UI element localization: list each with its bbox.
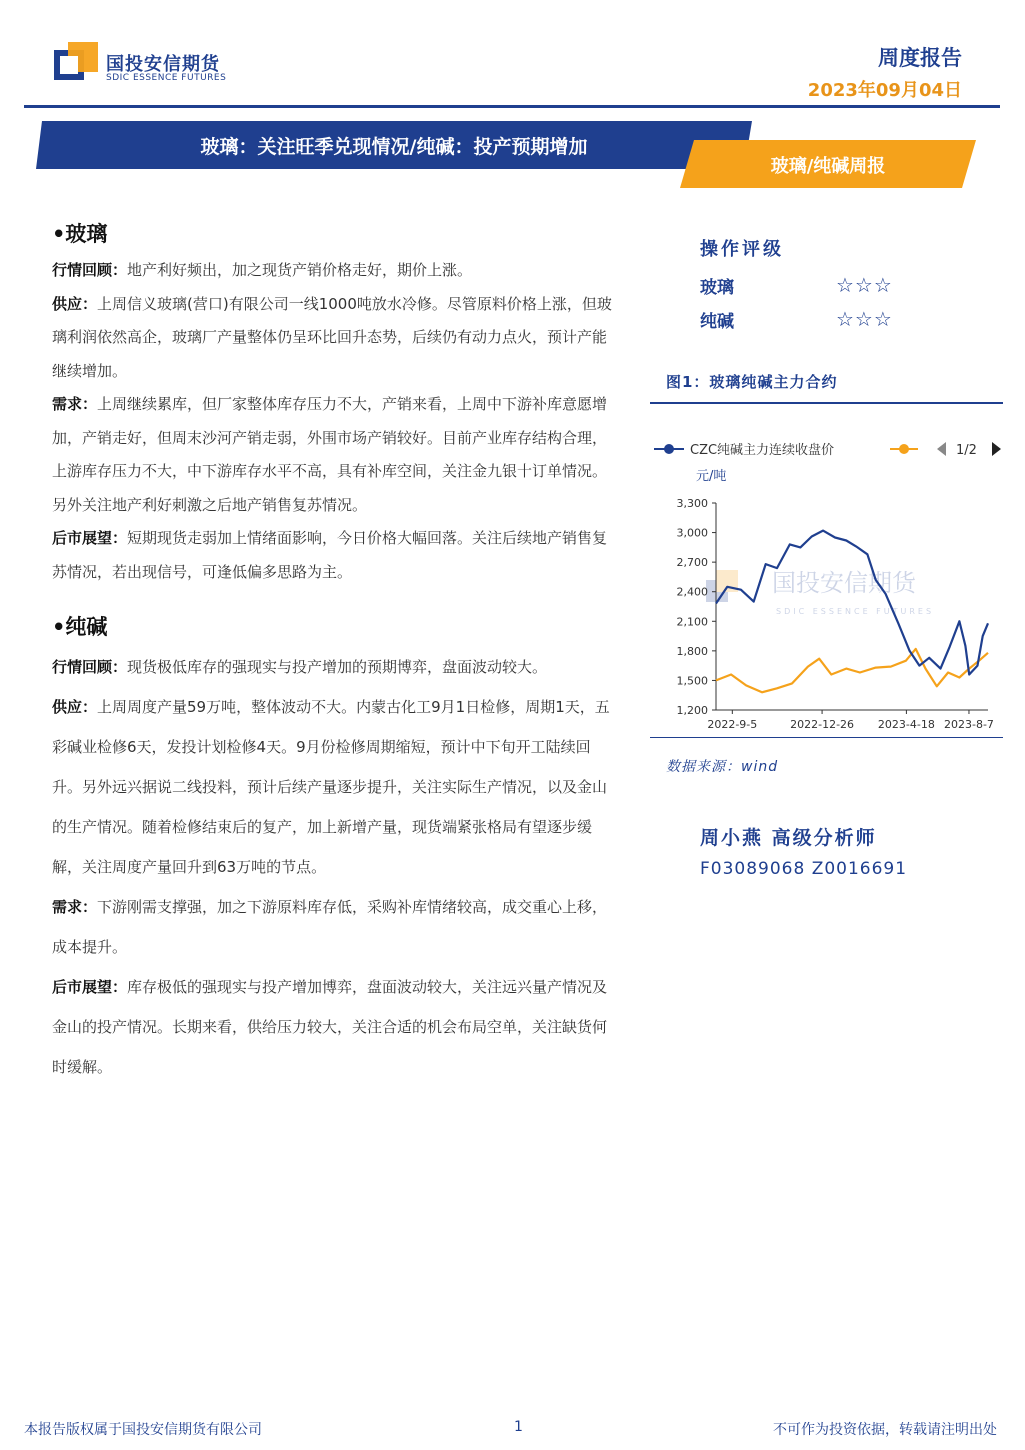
legend-label-1[interactable]: CZC纯碱主力连续收盘价 bbox=[690, 443, 835, 458]
unit-label: 元/吨 bbox=[696, 469, 727, 484]
glass-section-title: •玻璃 bbox=[52, 222, 108, 246]
line-chart bbox=[650, 433, 1003, 733]
watermark-text: 国投安信期货 bbox=[772, 569, 916, 597]
label: 需求： bbox=[52, 395, 98, 413]
y-tick-label: 1,800 bbox=[676, 644, 708, 658]
label: 供应： bbox=[52, 294, 98, 313]
soda-supply bbox=[52, 687, 615, 887]
text: 上周信义玻璃(营口)有限公司一线1000吨放水冷修。尽管原料价格上涨，但玻璃利润依然高企，玻璃厂产量整体仍呈环比回升态势，后续仍有动力点火，预计产能继续增加。 bbox=[52, 294, 612, 380]
report-type: 周度报告 bbox=[878, 46, 962, 70]
legend-page: 1/2 bbox=[956, 443, 977, 458]
series-line-1 bbox=[716, 531, 988, 675]
analyst-name: 周小燕 高级分析师 bbox=[700, 827, 877, 849]
page-number: 1 bbox=[514, 1419, 523, 1435]
text: 短期现货走弱加上情绪面影响，今日价格大幅回落。关注后续地产销售复苏情况，若出现信号，可逢低偏多思路为主。 bbox=[52, 529, 608, 581]
logo-english-text: SDIC ESSENCE FUTURES bbox=[106, 73, 227, 83]
data-source: 数据来源：wind bbox=[666, 759, 779, 775]
rating-title: 操作评级 bbox=[700, 239, 784, 260]
report-date: 2023年09月04日 bbox=[807, 80, 962, 101]
figure-title: 图1：玻璃纯碱主力合约 bbox=[666, 373, 838, 391]
label: 需求： bbox=[52, 898, 98, 916]
footer-copyright: 本报告版权属于国投安信期货有限公司 bbox=[24, 1422, 262, 1438]
y-tick-label: 2,100 bbox=[676, 615, 708, 629]
rating-row-glass bbox=[700, 273, 960, 298]
soda-market-review bbox=[52, 647, 615, 687]
report-title: 玻璃：关注旺季兑现情况/纯碱：投产预期增加 bbox=[200, 136, 588, 158]
rating-row-soda bbox=[700, 307, 960, 332]
figure-top-rule bbox=[650, 402, 1003, 404]
y-tick-label: 1,200 bbox=[676, 704, 708, 717]
glass-demand bbox=[52, 388, 615, 522]
rating-label: 玻璃 bbox=[700, 278, 734, 298]
glass-market-review bbox=[52, 254, 615, 288]
label: 供应： bbox=[52, 698, 98, 716]
watermark-english: SDIC ESSENCE FUTURES bbox=[776, 607, 935, 616]
star-rating-icon: ☆☆☆ bbox=[836, 307, 893, 331]
x-tick-label: 2023-4-18 bbox=[877, 718, 935, 731]
soda-section bbox=[52, 611, 615, 1087]
x-tick-label: 2023-8-7 bbox=[943, 718, 994, 731]
report-tag: 玻璃/纯碱周报 bbox=[770, 156, 886, 177]
text: 库存极低的强现实与投产增加博弈，盘面波动较大，关注远兴量产情况及金山的投产情况。长期来看，供给压力较大，关注合适的机会布局空单，关注缺货何时缓解。 bbox=[52, 978, 608, 1076]
text: 下游刚需支撑强，加之下游原料库存低，采购补库情绪较高，成交重心上移，成本提升。 bbox=[52, 898, 608, 956]
glass-section bbox=[52, 218, 615, 589]
x-tick-label: 2022-12-26 bbox=[790, 718, 855, 731]
legend-marker-2[interactable] bbox=[899, 444, 909, 454]
y-tick-label: 2,700 bbox=[676, 556, 708, 570]
header-divider bbox=[24, 105, 1000, 108]
text: 现货极低库存的强现实与投产增加的预期博弈，盘面波动较大。 bbox=[127, 658, 548, 676]
y-tick-label: 3,000 bbox=[676, 526, 708, 540]
company-logo bbox=[54, 42, 98, 84]
y-tick-label: 2,400 bbox=[676, 585, 708, 599]
y-tick-label: 3,300 bbox=[676, 497, 708, 510]
text: 上周周度产量59万吨，整体波动不大。内蒙古化工9月1日检修，周期1天，五彩碱业检修6天，发投计划检修4天。9月份检修周期缩短，预计中下旬开工陆续回升。另外远兴据说二线投料，预计后续产量逐步提升，关注实际生产情况，以及金山的生产情况。随着检修结束后的复产，加上新增产量，现货端紧张格局有望逐步缓解，关注周度产量回升到63万吨的节点。 bbox=[52, 698, 610, 876]
watermark bbox=[706, 569, 934, 616]
text: 地产利好频出，加之现货产销价格走好，期价上涨。 bbox=[127, 261, 473, 279]
legend-prev-icon[interactable] bbox=[937, 442, 946, 456]
label: 行情回顾： bbox=[52, 658, 128, 676]
rating-label: 纯碱 bbox=[700, 312, 734, 332]
glass-outlook bbox=[52, 522, 615, 589]
label: 后市展望： bbox=[52, 529, 128, 547]
soda-section-title: •纯碱 bbox=[52, 615, 108, 639]
x-tick-label: 2022-9-5 bbox=[707, 718, 758, 731]
label: 后市展望： bbox=[52, 978, 128, 996]
glass-supply bbox=[52, 288, 615, 389]
y-tick-label: 1,500 bbox=[676, 674, 708, 688]
text: 上周继续累库，但厂家整体库存压力不大，产销来看，上周中下游补库意愿增加，产销走好，但周末沙河产销走弱，外围市场产销较好。目前产业库存结构合理，上游库存压力不大，中下游库存水平不高，具有补库空间，关注金九银十订单情况。另外关注地产利好刺激之后地产销售复苏情况。 bbox=[52, 395, 608, 514]
figure-bottom-rule bbox=[650, 737, 1003, 738]
analyst-certificate: F03089068 Z0016691 bbox=[700, 859, 908, 879]
footer-disclaimer: 不可作为投资依据，转载请注明出处 bbox=[773, 1422, 997, 1438]
soda-demand bbox=[52, 887, 615, 967]
label: 行情回顾： bbox=[52, 261, 128, 279]
legend-next-icon[interactable] bbox=[992, 442, 1001, 456]
main-content bbox=[52, 218, 615, 1087]
star-rating-icon: ☆☆☆ bbox=[836, 273, 893, 297]
soda-outlook bbox=[52, 967, 615, 1087]
logo-chinese-text: 国投安信期货 bbox=[106, 54, 220, 75]
legend-marker-1 bbox=[664, 444, 674, 454]
